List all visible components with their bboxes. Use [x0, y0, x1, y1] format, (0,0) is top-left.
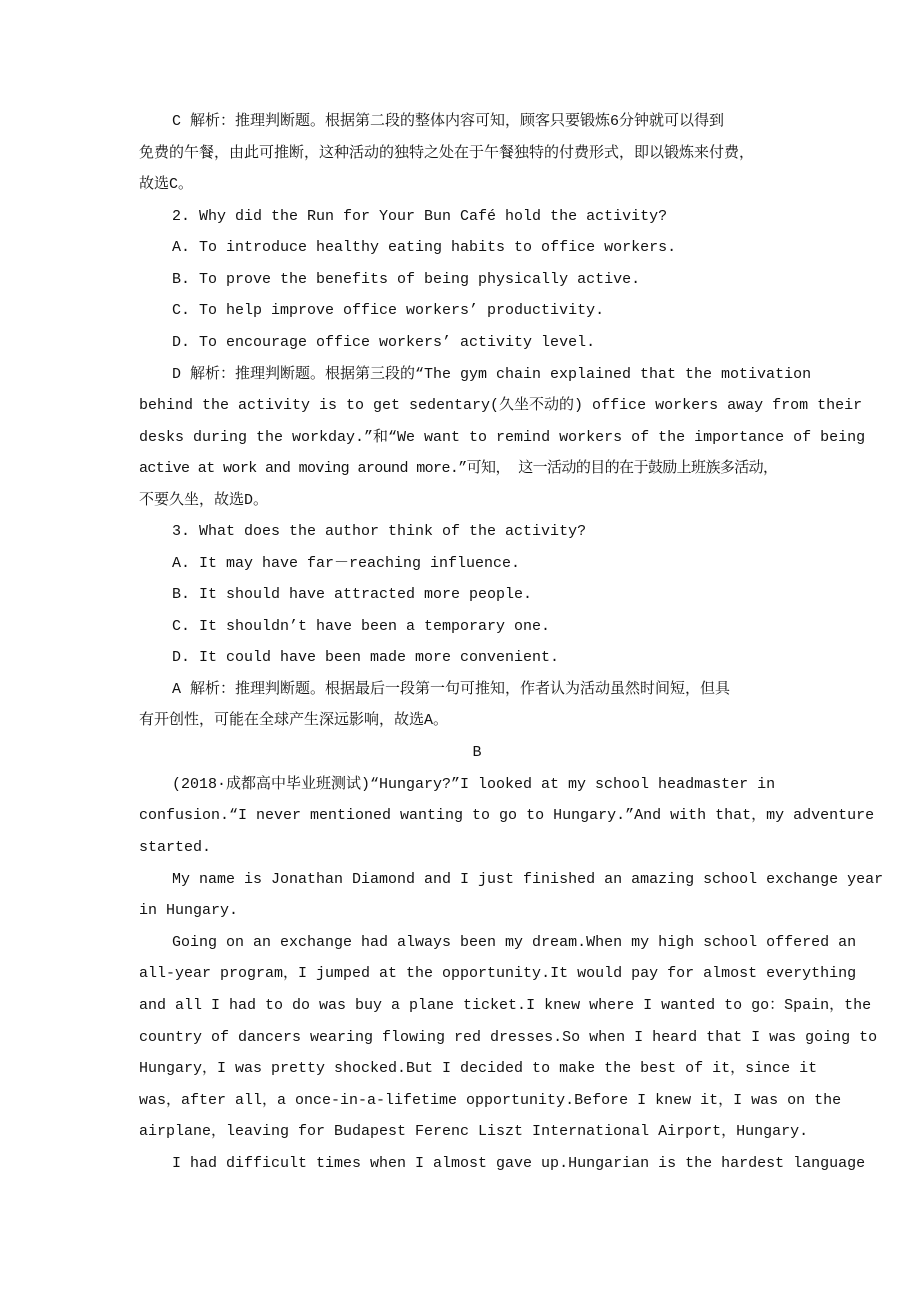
answer-explanation-2-cont: behind the activity is to get sedentary(久坐不动的) office workers away from their	[139, 397, 863, 414]
answer-explanation-2-cont: 不要久坐，故选D。	[139, 492, 269, 509]
option-b: B. To prove the benefits of being physically active.	[172, 271, 641, 288]
passage-paragraph-cont: and all I had to do was buy a plane ticket.I knew where I wanted to go：Spain，the	[139, 997, 872, 1014]
question-2: 2. Why did the Run for Your Bun Café hold the activity?	[172, 208, 668, 225]
passage-paragraph-cont: confusion.“I never mentioned wanting to go to Hungary.”And with that，my adventure	[139, 807, 875, 824]
option-a: A. It may have far－reaching influence.	[172, 555, 521, 572]
passage-paragraph: (2018·成都高中毕业班测试)“Hungary?”I looked at my school headmaster in	[172, 776, 776, 793]
passage-paragraph-cont: was，after all，a once-in-a-lifetime opportunity.Before I knew it，I was on the	[139, 1092, 842, 1109]
answer-explanation-3: A 解析：推理判断题。根据最后一段第一句可推知，作者认为活动虽然时间短，但具	[172, 681, 731, 698]
option-b: B. It should have attracted more people.	[172, 586, 533, 603]
option-a: A. To introduce healthy eating habits to office workers.	[172, 239, 677, 256]
passage-paragraph-cont: in Hungary.	[139, 902, 239, 919]
answer-explanation-1-cont: 免费的午餐，由此可推断，这种活动的独特之处在于午餐独特的付费形式，即以锻炼来付费，	[139, 145, 755, 162]
answer-explanation-2-cont: active at work and moving around more.”可知， 这一活动的目的在于鼓励上班族多活动，	[139, 460, 778, 477]
answer-explanation-2-cont: desks during the workday.”和“We want to remind workers of the importance of being	[139, 429, 866, 446]
answer-explanation-1: C 解析：推理判断题。根据第二段的整体内容可知，顾客只要锻炼6分钟就可以得到	[172, 113, 725, 130]
option-d: D. To encourage office workers’ activity level.	[172, 334, 596, 351]
answer-explanation-2: D 解析：推理判断题。根据第三段的“The gym chain explained that the motivation	[172, 366, 812, 383]
option-c: C. It shouldn’t have been a temporary one.	[172, 618, 551, 635]
passage-paragraph: I had difficult times when I almost gave up.Hungarian is the hardest language	[172, 1155, 866, 1172]
answer-explanation-1-cont: 故选C。	[139, 176, 194, 193]
answer-explanation-3-cont: 有开创性，可能在全球产生深远影响，故选A。	[139, 712, 449, 729]
section-heading: B	[472, 744, 482, 761]
passage-paragraph-cont: country of dancers wearing flowing red dresses.So when I heard that I was going to	[139, 1029, 878, 1046]
passage-paragraph: Going on an exchange had always been my dream.When my high school offered an	[172, 934, 857, 951]
option-d: D. It could have been made more convenient.	[172, 649, 560, 666]
passage-paragraph: My name is Jonathan Diamond and I just finished an amazing school exchange year	[172, 871, 884, 888]
passage-paragraph-cont: Hungary，I was pretty shocked.But I decided to make the best of it，since it	[139, 1060, 818, 1077]
question-3: 3. What does the author think of the activity?	[172, 523, 587, 540]
passage-paragraph-cont: all-year program，I jumped at the opportunity.It would pay for almost everything	[139, 965, 857, 982]
option-c: C. To help improve office workers’ productivity.	[172, 302, 605, 319]
passage-paragraph-cont: airplane，leaving for Budapest Ferenc Liszt International Airport，Hungary.	[139, 1123, 809, 1140]
passage-paragraph-cont: started.	[139, 839, 212, 856]
